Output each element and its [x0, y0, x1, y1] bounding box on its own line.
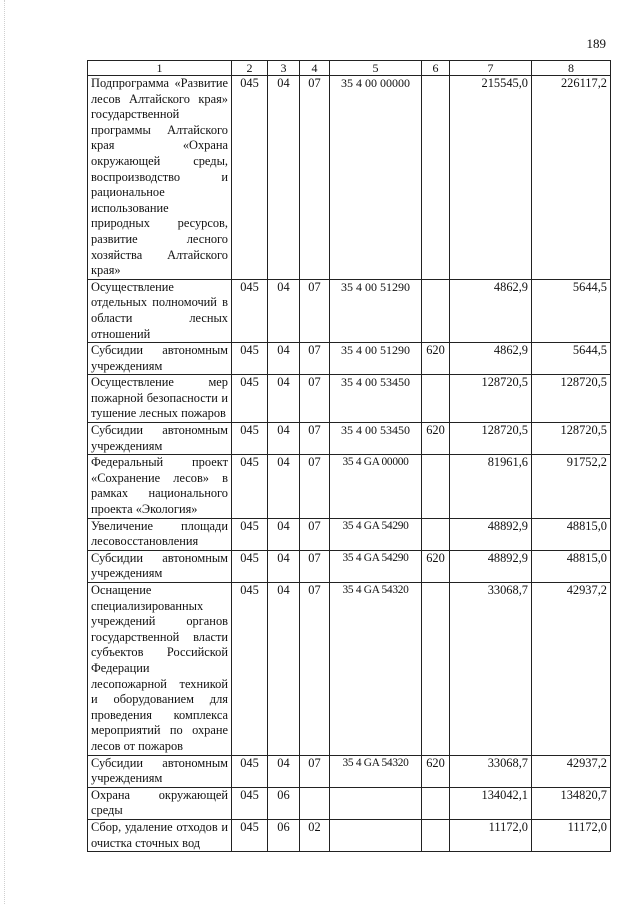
row-subsection-code: 02 — [300, 819, 330, 851]
header-col-6: 6 — [422, 61, 450, 76]
table-row — [88, 423, 611, 455]
row-amount-year-2: 42937,2 — [532, 583, 611, 756]
row-expense-type — [422, 787, 450, 819]
row-expense-type — [422, 583, 450, 756]
row-name: Субсидии автономным учреждениям — [88, 423, 232, 455]
table-row — [88, 819, 611, 851]
row-subsection-code: 07 — [300, 755, 330, 787]
row-name: Федеральный проект «Сохранение лесов» в рамках национального проекта «Экология» — [88, 455, 232, 518]
header-col-5: 5 — [330, 61, 422, 76]
row-target-code: 35 4 00 51290 — [330, 279, 422, 342]
row-target-code: 35 4 GA 54320 — [330, 755, 422, 787]
row-amount-year-1: 134042,1 — [450, 787, 532, 819]
header-col-8: 8 — [532, 61, 611, 76]
row-section-code: 04 — [268, 583, 300, 756]
row-section-code: 04 — [268, 755, 300, 787]
table-row — [88, 787, 611, 819]
page-number: 189 — [586, 36, 606, 51]
row-amount-year-2: 42937,2 — [532, 755, 611, 787]
row-target-code: 35 4 00 53450 — [330, 423, 422, 455]
row-expense-type — [422, 819, 450, 851]
row-amount-year-2: 5644,5 — [532, 343, 611, 375]
row-ministry-code: 045 — [232, 819, 268, 851]
header-col-1: 1 — [88, 61, 232, 76]
table-row — [88, 455, 611, 518]
row-name: Охрана окружающей среды — [88, 787, 232, 819]
row-section-code: 04 — [268, 423, 300, 455]
row-subsection-code: 07 — [300, 343, 330, 375]
row-expense-type: 620 — [422, 423, 450, 455]
row-ministry-code: 045 — [232, 343, 268, 375]
row-subsection-code: 07 — [300, 279, 330, 342]
budget-table — [87, 60, 611, 852]
row-name: Оснащение специализированных учреждений органов государственной власти субъектов Российской Федерации лесопожарной техникой и оборудованием для проведения комплекса мероприятий по охране лесов от пожаров — [88, 583, 232, 756]
row-ministry-code: 045 — [232, 550, 268, 582]
row-name: Субсидии автономным учреждениям — [88, 550, 232, 582]
header-col-2: 2 — [232, 61, 268, 76]
row-target-code: 35 4 GA 54320 — [330, 583, 422, 756]
table-row — [88, 76, 611, 280]
row-amount-year-2: 5644,5 — [532, 279, 611, 342]
row-amount-year-1: 4862,9 — [450, 279, 532, 342]
row-expense-type — [422, 375, 450, 423]
row-name: Сбор, удаление отходов и очистка сточных вод — [88, 819, 232, 851]
row-name: Осуществление отдельных полномочий в области лесных отношений — [88, 279, 232, 342]
row-name: Подпрограмма «Развитие лесов Алтайского края» государственной программы Алтайского края «Охрана окружающей среды, воспроизводство и рациональное использование природных ресурсов, развитие лесного хозяйства Алтайского края» — [88, 76, 232, 280]
table-row — [88, 518, 611, 550]
row-expense-type — [422, 455, 450, 518]
row-amount-year-1: 215545,0 — [450, 76, 532, 280]
row-amount-year-1: 81961,6 — [450, 455, 532, 518]
row-expense-type: 620 — [422, 343, 450, 375]
table-row — [88, 343, 611, 375]
row-subsection-code — [300, 787, 330, 819]
row-section-code: 04 — [268, 279, 300, 342]
row-subsection-code: 07 — [300, 583, 330, 756]
row-section-code: 04 — [268, 455, 300, 518]
row-target-code: 35 4 00 00000 — [330, 76, 422, 280]
header-col-3: 3 — [268, 61, 300, 76]
row-name: Субсидии автономным учреждениям — [88, 755, 232, 787]
scan-edge-mark — [4, 0, 6, 904]
row-ministry-code: 045 — [232, 787, 268, 819]
row-amount-year-2: 128720,5 — [532, 375, 611, 423]
header-col-7: 7 — [450, 61, 532, 76]
row-section-code: 06 — [268, 819, 300, 851]
row-expense-type — [422, 76, 450, 280]
row-ministry-code: 045 — [232, 455, 268, 518]
row-section-code: 04 — [268, 343, 300, 375]
row-ministry-code: 045 — [232, 375, 268, 423]
row-subsection-code: 07 — [300, 423, 330, 455]
row-amount-year-1: 4862,9 — [450, 343, 532, 375]
row-section-code: 04 — [268, 76, 300, 280]
row-amount-year-2: 48815,0 — [532, 518, 611, 550]
row-amount-year-2: 48815,0 — [532, 550, 611, 582]
row-subsection-code: 07 — [300, 518, 330, 550]
row-target-code: 35 4 GA 00000 — [330, 455, 422, 518]
row-ministry-code: 045 — [232, 583, 268, 756]
row-target-code — [330, 787, 422, 819]
row-amount-year-1: 48892,9 — [450, 518, 532, 550]
row-section-code: 04 — [268, 375, 300, 423]
table-body — [88, 76, 611, 852]
row-expense-type — [422, 518, 450, 550]
row-name: Увеличение площади лесовосстановления — [88, 518, 232, 550]
table-row — [88, 279, 611, 342]
row-target-code: 35 4 00 53450 — [330, 375, 422, 423]
row-ministry-code: 045 — [232, 518, 268, 550]
table-row — [88, 550, 611, 582]
row-ministry-code: 045 — [232, 755, 268, 787]
row-amount-year-1: 128720,5 — [450, 375, 532, 423]
row-amount-year-1: 11172,0 — [450, 819, 532, 851]
row-amount-year-2: 91752,2 — [532, 455, 611, 518]
row-amount-year-2: 226117,2 — [532, 76, 611, 280]
row-expense-type: 620 — [422, 755, 450, 787]
table-row — [88, 583, 611, 756]
row-amount-year-1: 33068,7 — [450, 755, 532, 787]
row-amount-year-2: 128720,5 — [532, 423, 611, 455]
row-name: Субсидии автономным учреждениям — [88, 343, 232, 375]
row-amount-year-2: 11172,0 — [532, 819, 611, 851]
table-row — [88, 375, 611, 423]
row-name: Осуществление мер пожарной безопасности и тушение лесных пожаров — [88, 375, 232, 423]
row-subsection-code: 07 — [300, 76, 330, 280]
row-amount-year-1: 48892,9 — [450, 550, 532, 582]
row-ministry-code: 045 — [232, 279, 268, 342]
row-ministry-code: 045 — [232, 76, 268, 280]
header-col-4: 4 — [300, 61, 330, 76]
table-row — [88, 755, 611, 787]
row-subsection-code: 07 — [300, 550, 330, 582]
row-amount-year-1: 128720,5 — [450, 423, 532, 455]
row-target-code: 35 4 GA 54290 — [330, 550, 422, 582]
row-section-code: 04 — [268, 550, 300, 582]
row-amount-year-2: 134820,7 — [532, 787, 611, 819]
row-ministry-code: 045 — [232, 423, 268, 455]
table-header-row — [88, 61, 611, 76]
row-subsection-code: 07 — [300, 455, 330, 518]
row-amount-year-1: 33068,7 — [450, 583, 532, 756]
row-section-code: 06 — [268, 787, 300, 819]
row-target-code — [330, 819, 422, 851]
row-subsection-code: 07 — [300, 375, 330, 423]
row-target-code: 35 4 00 51290 — [330, 343, 422, 375]
row-section-code: 04 — [268, 518, 300, 550]
row-expense-type — [422, 279, 450, 342]
row-expense-type: 620 — [422, 550, 450, 582]
row-target-code: 35 4 GA 54290 — [330, 518, 422, 550]
